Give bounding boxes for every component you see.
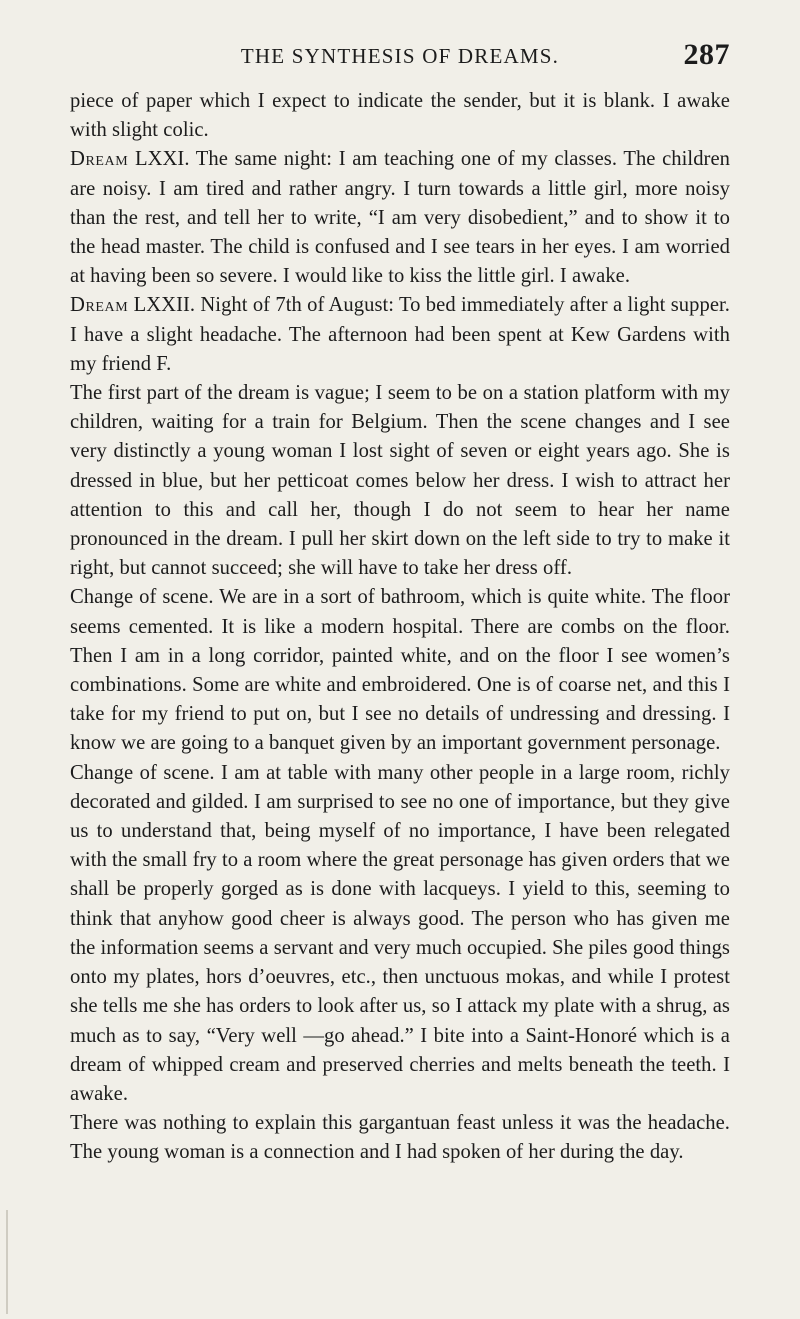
body-text bbox=[70, 87, 730, 1168]
paragraph-text: There was nothing to explain this gargantuan feast unless it was the headache. The young woman is a connection and I had spoken of her during the day. bbox=[70, 1112, 730, 1164]
paragraph bbox=[70, 145, 730, 291]
paragraph bbox=[70, 583, 730, 758]
paragraph bbox=[70, 759, 730, 1109]
page-number: 287 bbox=[683, 38, 730, 71]
dream-label: Dream bbox=[70, 294, 129, 317]
paragraph-text: LXXI. The same night: I am teaching one of my classes. The children are noisy. I am tired and rather angry. I turn towards a little girl, more noisy than the rest, and tell her to write, “I am very disobedient,” and to show it to the head master. The child is confused and I see tears in her eyes. I am worried at having been so severe. I would like to kiss the little girl. I awake. bbox=[70, 148, 730, 288]
paragraph-text: The first part of the dream is vague; I seem to be on a station platform with my children, waiting for a train for Belgium. Then the scene changes and I see very distinctly a young woman I lost sight of seven or eight years ago. She is dressed in blue, but her petticoat comes below her dress. I wish to attract her attention to this and call her, though I do not seem to hear her name pronounced in the dream. I pull her skirt down on the left side to try to make it right, but cannot succeed; she will have to take her dress off. bbox=[70, 382, 730, 580]
paragraph bbox=[70, 379, 730, 583]
running-title: THE SYNTHESIS OF DREAMS. bbox=[240, 44, 560, 68]
paragraph bbox=[70, 1109, 730, 1167]
running-head bbox=[70, 38, 730, 74]
paragraph-text: Change of scene. I am at table with many other people in a large room, richly decorated and gilded. I am surprised to see no one of importance, but they give us to understand that, being myself of no importance, I have been relegated with the small fry to a room where the great personage has given orders that we shall be properly gorged as is done with lacqueys. I yield to this, seeming to think that anyhow good cheer is always good. The person who has given me the information seems a servant and very much occupied. She piles good things onto my plates, hors d’oeuvres, etc., then unctuous mokas, and while I protest she tells me she has orders to look after us, so I attack my plate with a shrug, as much as to say, “Very well —go ahead.” I bite into a Saint-Honoré which is a dream of whipped cream and preserved cherries and melts beneath the teeth. I awake. bbox=[70, 761, 730, 1105]
paragraph bbox=[70, 87, 730, 145]
scan-margin-line bbox=[6, 1210, 8, 1314]
paragraph bbox=[70, 291, 730, 379]
paragraph-text: LXXII. Night of 7th of August: To bed immediately after a light supper. I have a slight headache. The afternoon had been spent at Kew Gardens with my friend F. bbox=[70, 294, 730, 375]
dream-label: Dream bbox=[70, 148, 129, 171]
paragraph-text: piece of paper which I expect to indicate the sender, but it is blank. I awake with slight colic. bbox=[70, 90, 730, 142]
paragraph-text: Change of scene. We are in a sort of bathroom, which is quite white. The floor seems cemented. It is like a modern hospital. There are combs on the floor. Then I am in a long corridor, painted white, and on the floor I see women’s combinations. Some are white and embroidered. One is of coarse net, and this I take for my friend to put on, but I see no details of undressing and dressing. I know we are going to a banquet given by an important government personage. bbox=[70, 586, 730, 755]
